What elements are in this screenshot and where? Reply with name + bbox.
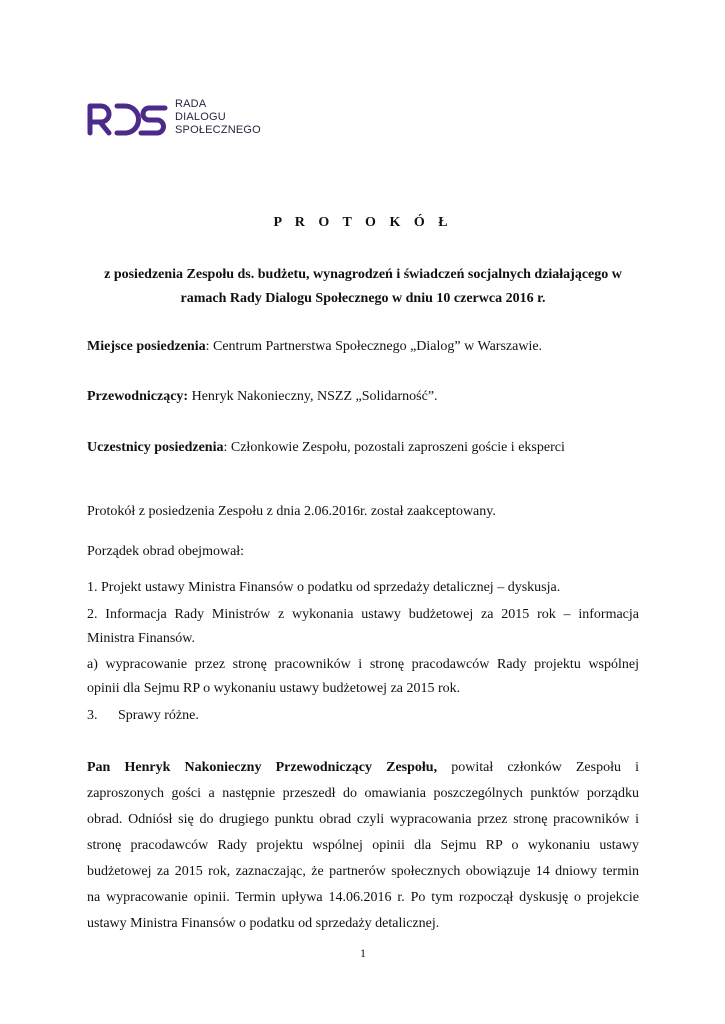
meeting-chair [87, 385, 639, 409]
meeting-chair-value: Henryk Nakonieczny, NSZZ „Solidarność”. [188, 389, 438, 404]
body-line-5: budżetowej za 2015 rok, zaznaczając, że partnerów społecznych obowiązuje 14 dniowy termin [87, 864, 639, 879]
page-number: 1 [360, 946, 366, 960]
meeting-participants [87, 436, 639, 460]
agenda-item-2 [87, 603, 639, 651]
logo-line-1: RADA [175, 98, 207, 110]
agenda-item-2-line-2: Ministra Finansów. [87, 631, 195, 646]
body-line-6: na wypracowanie opinii. Termin upływa 14.06.2016 r. Po tym rozpoczął dyskusję o projekcie [87, 890, 639, 905]
agenda-item-3-text: Sprawy różne. [118, 708, 199, 723]
document-title: P R O T O K Ó Ł [273, 215, 453, 230]
meeting-place-label: Miejsce posiedzenia [87, 339, 206, 354]
subtitle-line-1: z posiedzenia Zespołu ds. budżetu, wynagrodzeń i świadczeń socjalnych działającego w [104, 267, 622, 282]
meeting-place-value: : Centrum Partnerstwa Społecznego „Dialog” w Warszawie. [205, 339, 543, 354]
agenda-item-2-line-1: 2. Informacja Rady Ministrów z wykonania ustawy budżetowej za 2015 rok – informacja [87, 607, 639, 622]
agenda-item-2a-line-2: opinii dla Sejmu RP o wykonaniu ustawy budżetowej za 2015 rok. [87, 681, 461, 696]
logo-line-3: SPOŁECZNEGO [175, 124, 261, 136]
agenda-item-2a [87, 653, 639, 701]
logo-wordmark [175, 98, 261, 137]
meeting-participants-value: : Członkowie Zespołu, pozostali zaproszeni goście i eksperci [223, 440, 565, 455]
agenda-item-1: 1. Projekt ustawy Ministra Finansów o podatku od sprzedaży detalicznej – dyskusja. [87, 580, 561, 595]
body-paragraph [87, 755, 639, 937]
body-line-1 [87, 755, 639, 781]
rds-logo [87, 98, 261, 137]
body-line-4: stronę pracodawców Rady projektu wspólnej opinii dla Sejmu RP o wykonaniu ustawy [87, 838, 639, 853]
speaker-name: Pan Henryk Nakonieczny Przewodniczący Zespołu, [87, 760, 438, 775]
body-line-2: zaproszonych gości a następnie przeszedł do omawiania poszczególnych punktów porządku [87, 786, 639, 801]
agenda-item-3-number: 3. [87, 708, 98, 723]
subtitle-line-2: ramach Rady Dialogu Społecznego w dniu 10 czerwca 2016 r. [180, 291, 546, 306]
document-subtitle [87, 263, 639, 311]
agenda-item-2a-line-1: a) wypracowanie przez stronę pracowników i stronę pracodawców Rady projektu wspólnej [87, 657, 639, 672]
agenda-item-3 [87, 704, 639, 728]
meeting-chair-label: Przewodniczący: [87, 389, 189, 404]
protocol-accepted: Protokół z posiedzenia Zespołu z dnia 2.06.2016r. został zaakceptowany. [87, 504, 496, 519]
meeting-place [87, 335, 639, 359]
agenda-intro: Porządek obrad obejmował: [87, 544, 245, 559]
rds-logo-mark [87, 100, 169, 136]
body-line-3: obrad. Odniósł się do drugiego punktu obrad czyli wypracowania przez stronę pracowników i [87, 812, 639, 827]
logo-line-2: DIALOGU [175, 111, 226, 123]
body-line-1-rest: powitał członków Zespołu i [437, 760, 639, 775]
body-line-7: ustawy Ministra Finansów o podatku od sprzedaży detalicznej. [87, 916, 440, 931]
meeting-participants-label: Uczestnicy posiedzenia [87, 440, 224, 455]
